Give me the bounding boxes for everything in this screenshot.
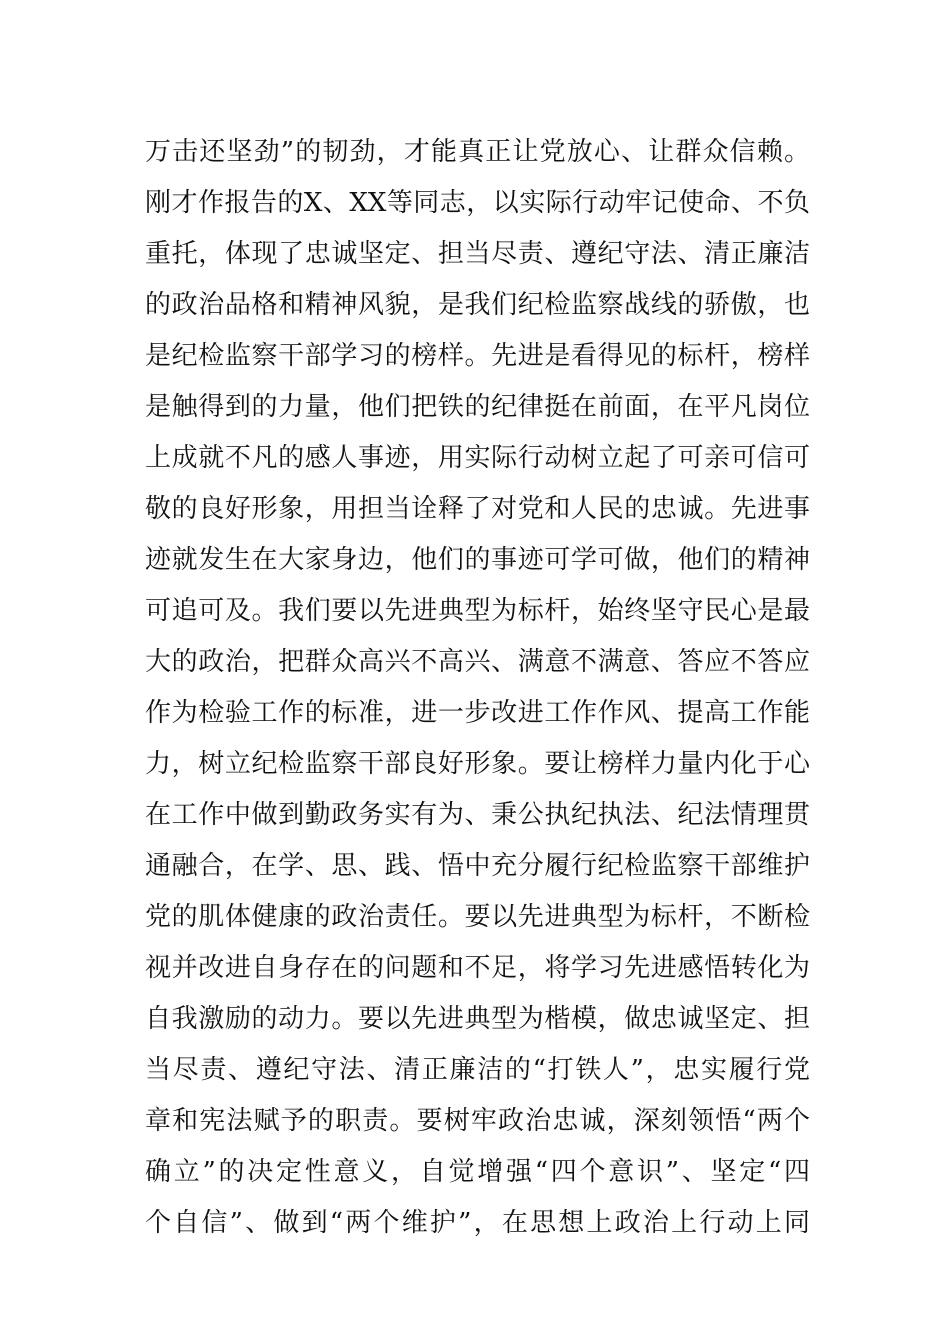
- text-line: 视并改进自身存在的问题和不足，将学习先进感悟转化为: [145, 953, 810, 983]
- text-line: 党的肌体健康的政治责任。要以先进典型为标杆，不断检: [145, 902, 810, 932]
- text-line: 在工作中做到勤政务实有为、秉公执纪执法、纪法情理贯: [145, 800, 810, 830]
- text-line: 的政治品格和精神风貌，是我们纪检监察战线的骄傲，也: [145, 290, 810, 320]
- text-line: 刚才作报告的X、XX等同志，以实际行动牢记使命、不负: [145, 188, 810, 218]
- text-line: 通融合，在学、思、践、悟中充分履行纪检监察干部维护: [145, 851, 810, 881]
- text-line: 可追可及。我们要以先进典型为标杆，始终坚守民心是最: [145, 596, 810, 626]
- text-line: 作为检验工作的标准，进一步改进工作作风、提高工作能: [145, 698, 810, 728]
- text-line: 是纪检监察干部学习的榜样。先进是看得见的标杆，榜样: [145, 341, 810, 371]
- text-line: 当尽责、遵纪守法、清正廉洁的“打铁人”，忠实履行党: [145, 1055, 810, 1085]
- text-line: 大的政治，把群众高兴不高兴、满意不满意、答应不答应: [145, 647, 810, 677]
- text-line: 力，树立纪检监察干部良好形象。要让榜样力量内化于心: [145, 749, 810, 779]
- text-line: 重托，体现了忠诚坚定、担当尽责、遵纪守法、清正廉洁: [145, 239, 810, 269]
- text-line: 万击还坚劲”的韧劲，才能真正让党放心、让群众信赖。: [145, 137, 810, 167]
- text-line: 个自信”、做到“两个维护”，在思想上政治上行动上同: [145, 1208, 810, 1238]
- text-line: 上成就不凡的感人事迹，用实际行动树立起了可亲可信可: [145, 443, 810, 473]
- text-line: 确立”的决定性意义，自觉增强“四个意识”、坚定“四: [145, 1157, 810, 1187]
- text-line: 章和宪法赋予的职责。要树牢政治忠诚，深刻领悟“两个: [145, 1106, 810, 1136]
- text-line: 敬的良好形象，用担当诠释了对党和人民的忠诚。先进事: [145, 494, 810, 524]
- text-line: 自我激励的动力。要以先进典型为楷模，做忠诚坚定、担: [145, 1004, 810, 1034]
- text-line: 是触得到的力量，他们把铁的纪律挺在前面，在平凡岗位: [145, 392, 810, 422]
- text-line: 迹就发生在大家身边，他们的事迹可学可做，他们的精神: [145, 545, 810, 575]
- body-paragraph: [145, 127, 810, 1249]
